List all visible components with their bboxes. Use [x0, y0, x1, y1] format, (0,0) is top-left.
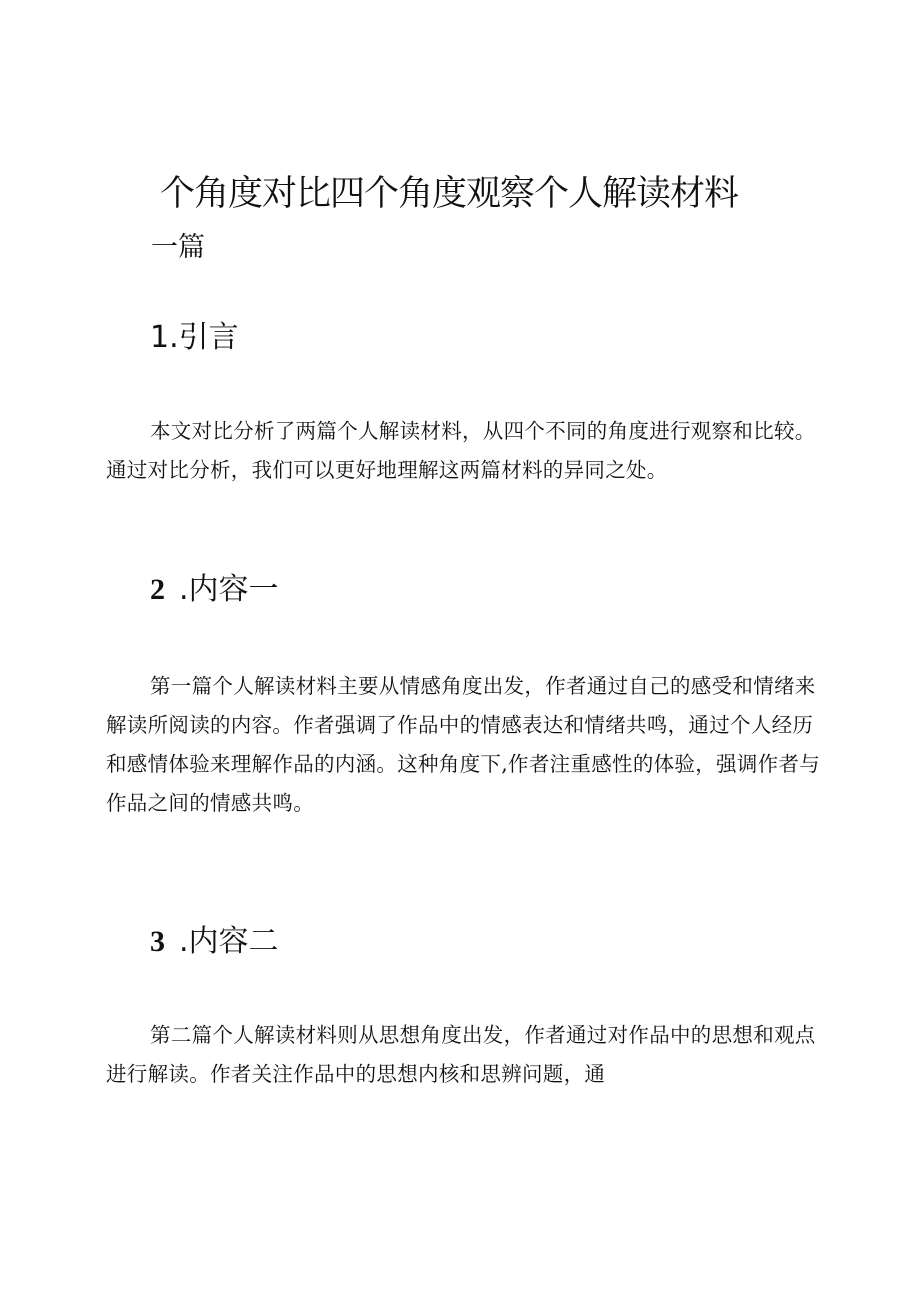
section-heading-intro — [150, 318, 239, 358]
section-title: .内容一 — [179, 572, 279, 607]
section-number: 2 — [150, 573, 165, 606]
section-paragraph-content-two: 第二篇个人解读材料则从思想角度出发，作者通过对作品中的思想和观点进行解读。作者关注作品中的思想内核和思辨问题，通 — [106, 1023, 816, 1086]
section-paragraph-intro: 本文对比分析了两篇个人解读材料，从四个不同的角度进行观察和比较。通过对比分析，我们可以更好地理解这两篇材料的异同之处。 — [106, 419, 816, 482]
section-title: .内容二 — [179, 924, 279, 959]
section-heading-content-two — [150, 922, 279, 962]
section-heading-content-one — [150, 570, 279, 610]
section-title: 引言 — [178, 320, 239, 355]
document-subtitle: 一篇 — [151, 232, 205, 263]
section-number: 3 — [150, 925, 165, 958]
section-number: 1. — [150, 320, 179, 355]
document-title: 个角度对比四个角度观察个人解读材料 — [160, 174, 739, 214]
section-paragraph-content-one: 第一篇个人解读材料主要从情感角度出发，作者通过自己的感受和情绪来解读所阅读的内容。作者强调了作品中的情感表达和情绪共鸣，通过个人经历和感情体验来理解作品的内涵。这种角度下,作者注重感性的体验，强调作者与作品之间的情感共鸣。 — [106, 674, 821, 815]
